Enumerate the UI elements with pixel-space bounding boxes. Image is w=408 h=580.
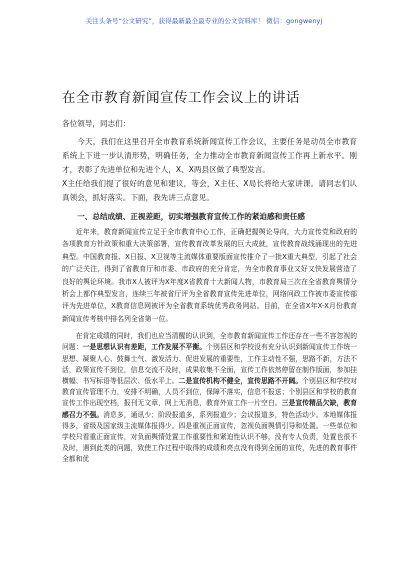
problem-2-heading: 二是宣传机构不健全，宣传思路不开阔。 [178, 377, 303, 386]
greeting: 各位领导，同志们： [62, 119, 131, 128]
paragraph-intro: 今天，我们在这里召开全市教育系统新闻宣传工作会议，主要任务是动员全市教育系统上下进一步认清形势，明确任务，全力推动全市教育新闻宣传工作再上新水平。刚才，表彰了先进单位和先进个人，X、X两县区做了典型发言。 [62, 137, 357, 174]
top-banner: 关注头条号“公文研究”，获得最新最全最专业的公文资料库！ 微信：gongwenyj [85, 17, 323, 25]
section-heading-1: 一、总结成绩、正视差距，切实增强教育宣传工作的紧迫感和责任感 [77, 212, 305, 221]
problem-1-text: 个别县区和学校没有充分认识到新闻宣传工作统一思想、凝聚人心、鼓舞士气、激发活力、促进发展的重要性，工作主动性不强，思路不新，方法不活，政策宣传不到位，信息交流不及时，成果收集不全面，宣传工作依然停留在制作版面，参加挂横幅、书写标语等低层次、低水平上。 [62, 343, 358, 386]
document-title: 在全市教育新闻宣传工作会议上的讲话 [62, 90, 300, 106]
paragraph-opinions: X主任给我们提了很好的意见和建议，等会，X主任、X局长将给大家讲课。请同志们认真领会，抓好落实。下面，我先讲三点意见。 [62, 179, 357, 202]
problems-intro: 在肯定成绩的同时，我们也应当清醒的认识到，全市教育新闻宣传工作还存在一些不容忽视的问题： [62, 332, 357, 352]
document-page [62, 86, 357, 466]
paragraph-achievements: 近年来，教育新闻宣传立足于全市教育中心工作，正确把握舆论导向，大力宣传党和政府的各项教育方针政策和重大决策部署，宣传教育改革发展的巨大成就，宣传教育战线涌现出的先进典型。中国教育报、X日报、X卫视等主流媒体重要版面宣传推介了一批X重大典型，引起了社会的广泛关注，得到了省教育厅和市委、市政府的充分肯定，为全市教育事业又好又快发展营造了良好的舆论环境。我市X人被评为X年度X省教育十大新闻人物，市教育局三次在全省教育舆情分析会上都作典型发言，连续三年被省厅评为全省教育宣传先进单位，网络问政工作被市委宣传部评为先进单位，X教育信息网被评为全省教育系统优秀政务网站。目前，在全省X年X-X月份教育新闻宣传考核中排名列全省第一位。 [62, 228, 357, 323]
problem-2-text: 个别县区和学校对教育宣传管理不力，安排不明确，人员不到位，保障不落实，信息不报送；个别县区和学校的教育宣传工作出现空档，报刊无文章，网上无消息，教育外宣工作一片空白。 [62, 377, 358, 408]
paragraph-problems [62, 331, 357, 465]
problem-1-heading: 一是思想认识有差距，工作发展不平衡。 [82, 343, 207, 352]
problem-3-heading: 三是宣传精品欠缺，教育感召力不强。 [62, 399, 358, 419]
problem-3-text: 消息多，通讯少；阶段报道多，系列报道少；会议报道多，特色活动少。本地媒体报得多，省级及国家级主流媒体报得少。四是重视正面宣传，忽视负面舆情引导和处置。一些单位和学校只看重正面宣传，对负面舆情处置工作重要性和紧迫性认识不够，没有专人负责，处置也很不及时，遇到此类的问题，致使工作过程中取得的成绩和亮点没有得到全面的宣传，先进的教育事件全都和优 [62, 410, 357, 464]
